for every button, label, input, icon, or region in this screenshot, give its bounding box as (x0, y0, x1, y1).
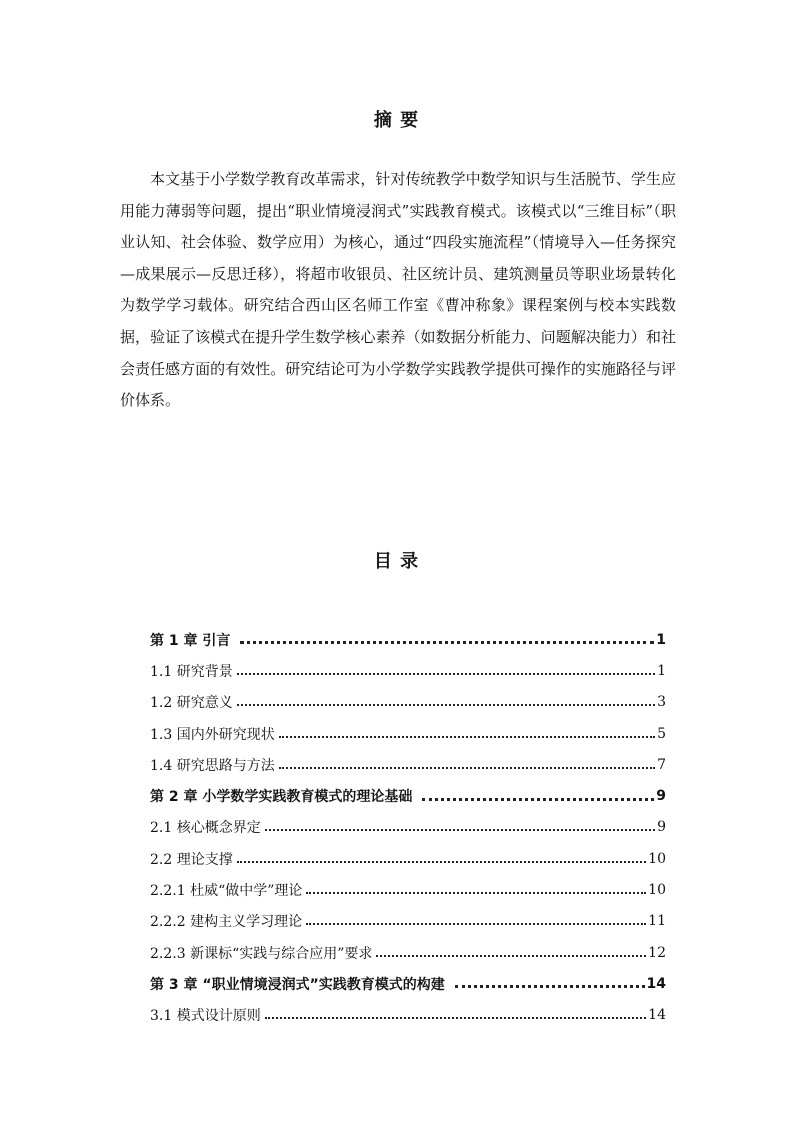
toc-dot-leader (279, 767, 655, 769)
toc-entry-label: 3.1 模式设计原则 (150, 1008, 261, 1025)
toc-section-entry[interactable] (150, 937, 666, 968)
abstract-body: 本文基于小学数学教育改革需求，针对传统教学中数学知识与生活脱节、学生应用能力薄弱等问题，提出“职业情境浸润式”实践教育模式。该模式以“三维目标”（职业认知、社会体验、数学应用）为核心，通过“四段实施流程”（情境导入—任务探究—成果展示—反思迁移），将超市收银员、社区统计员、建筑测量员等职业场景转化为数学学习载体。研究结合西山区名师工作室《曹冲称象》课程案例与校本实践数据，验证了该模式在提升学生数学核心素养（如数据分析能力、问题解决能力）和社会责任感方面的有效性。研究结论可为小学数学实践教学提供可操作的实施路径与评价体系。 (120, 170, 676, 410)
toc-page-number: 7 (657, 756, 666, 773)
toc-section-entry[interactable] (150, 718, 666, 749)
toc-dot-leader (306, 892, 646, 894)
toc-section-entry[interactable] (150, 812, 666, 843)
toc-dot-leader (237, 673, 655, 675)
toc-section-entry[interactable] (150, 1000, 666, 1031)
toc-page-number: 14 (646, 975, 666, 992)
toc-page-number: 10 (648, 882, 666, 899)
toc-dot-leader (455, 985, 645, 988)
toc-page-number: 9 (656, 788, 666, 805)
toc-entry-label: 2.2 理论支撑 (150, 851, 233, 868)
toc-dot-leader (265, 829, 655, 831)
abstract-title: 摘 要 (373, 110, 420, 131)
toc-section-entry[interactable] (150, 906, 666, 937)
toc-entry-label: 2.1 核心概念界定 (150, 820, 261, 837)
toc-page-number: 10 (648, 850, 666, 867)
toc-title: 目 录 (373, 551, 420, 572)
toc-section-entry[interactable] (150, 655, 666, 686)
toc-entry-label: 第 2 章 小学数学实践教育模式的理论基础 (150, 789, 413, 806)
toc-page-number: 12 (648, 944, 666, 961)
toc-page-number: 3 (657, 694, 666, 711)
toc-page-number: 14 (648, 1007, 666, 1024)
toc-dot-leader (279, 736, 655, 738)
toc-entry-label: 1.1 研究背景 (150, 663, 233, 680)
toc-dot-leader (422, 798, 654, 801)
toc-chapter-entry[interactable] (150, 780, 666, 811)
toc-dot-leader (237, 704, 655, 706)
toc-page-number: 1 (657, 662, 666, 679)
toc-entry-label: 1.2 研究意义 (150, 695, 233, 712)
toc-dot-leader (237, 861, 646, 863)
toc-page-number: 1 (656, 631, 666, 648)
toc-page-number: 9 (657, 819, 666, 836)
toc-dot-leader (240, 641, 654, 644)
toc-section-entry[interactable] (150, 874, 666, 905)
toc-entry-label: 2.2.2 建构主义学习理论 (150, 914, 303, 931)
toc-dot-leader (265, 1017, 646, 1019)
toc-dot-leader (376, 955, 646, 957)
toc-section-entry[interactable] (150, 687, 666, 718)
toc-entry-label: 第 1 章 引言 (150, 632, 231, 649)
toc-page-number: 5 (657, 725, 666, 742)
toc-entry-label: 第 3 章 “职业情境浸润式”实践教育模式的构建 (150, 976, 445, 993)
toc-chapter-entry[interactable] (150, 624, 666, 655)
toc-section-entry[interactable] (150, 843, 666, 874)
toc-dot-leader (306, 923, 646, 925)
toc-entry-label: 2.2.3 新课标“实践与综合应用”要求 (150, 945, 373, 962)
toc-chapter-entry[interactable] (150, 968, 666, 999)
toc-entry-label: 2.2.1 杜威“做中学”理论 (150, 883, 303, 900)
table-of-contents (150, 624, 666, 1031)
toc-section-entry[interactable] (150, 749, 666, 780)
toc-page-number: 11 (648, 913, 666, 930)
toc-entry-label: 1.4 研究思路与方法 (150, 757, 275, 774)
toc-entry-label: 1.3 国内外研究现状 (150, 726, 275, 743)
